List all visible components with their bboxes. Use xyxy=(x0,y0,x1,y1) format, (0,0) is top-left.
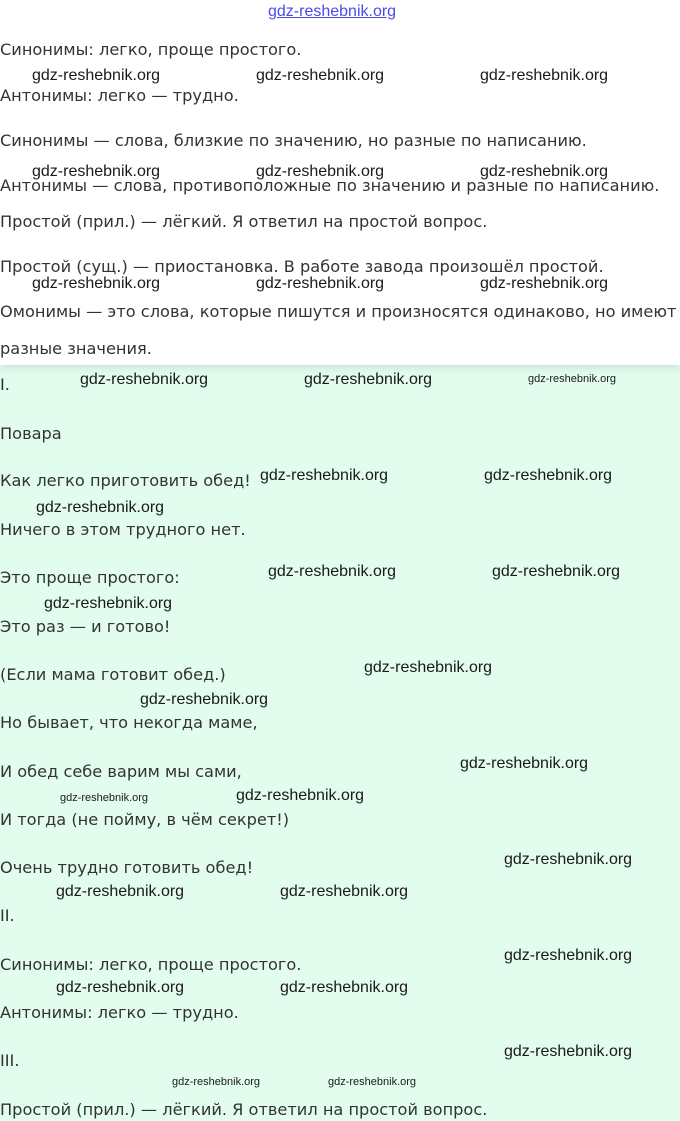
watermark: gdz-reshebnik.org xyxy=(280,883,409,900)
text-line: Синонимы — слова, близкие по значению, но разные по написанию. xyxy=(0,131,587,150)
text-line: Простой (прил.) — лёгкий. Я ответил на простой вопрос. xyxy=(0,1100,488,1119)
section-number: II. xyxy=(0,906,15,925)
watermark: gdz-reshebnik.org xyxy=(460,755,589,772)
poem-line: Это раз — и готово! xyxy=(0,617,171,636)
watermark: gdz-reshebnik.org xyxy=(480,275,609,292)
watermark: gdz-reshebnik.org xyxy=(172,1076,261,1088)
watermark: gdz-reshebnik.org xyxy=(60,792,149,804)
watermark: gdz-reshebnik.org xyxy=(32,275,161,292)
watermark: gdz-reshebnik.org xyxy=(528,373,617,385)
header-watermark: gdz-reshebnik.org xyxy=(268,3,397,20)
poem-line: (Если мама готовит обед.) xyxy=(0,665,226,684)
text-line: Омонимы — это слова, которые пишутся и произносятся одинаково, но имеют xyxy=(0,302,677,321)
watermark: gdz-reshebnik.org xyxy=(480,67,609,84)
watermark: gdz-reshebnik.org xyxy=(56,979,185,996)
watermark: gdz-reshebnik.org xyxy=(256,67,385,84)
watermark: gdz-reshebnik.org xyxy=(260,467,389,484)
watermark: gdz-reshebnik.org xyxy=(492,563,621,580)
watermark: gdz-reshebnik.org xyxy=(32,163,161,180)
watermark: gdz-reshebnik.org xyxy=(484,467,613,484)
text-line: разные значения. xyxy=(0,339,152,358)
watermark: gdz-reshebnik.org xyxy=(32,67,161,84)
watermark: gdz-reshebnik.org xyxy=(328,1076,417,1088)
watermark: gdz-reshebnik.org xyxy=(364,659,493,676)
watermark: gdz-reshebnik.org xyxy=(236,787,365,804)
watermark: gdz-reshebnik.org xyxy=(36,499,165,516)
text-line: Антонимы — слова, противоположные по значению и разные по написанию. xyxy=(0,176,660,195)
poem-line: Очень трудно готовить обед! xyxy=(0,858,254,877)
poem-line: Но бывает, что некогда маме, xyxy=(0,713,258,732)
watermark: gdz-reshebnik.org xyxy=(504,851,633,868)
text-line: Простой (прил.) — лёгкий. Я ответил на простой вопрос. xyxy=(0,212,488,231)
watermark: gdz-reshebnik.org xyxy=(504,1043,633,1060)
watermark: gdz-reshebnik.org xyxy=(480,163,609,180)
watermark: gdz-reshebnik.org xyxy=(504,947,633,964)
text-line: Синонимы: легко, проще простого. xyxy=(0,955,302,974)
watermark: gdz-reshebnik.org xyxy=(140,691,269,708)
watermark: gdz-reshebnik.org xyxy=(280,979,409,996)
text-line: Простой (сущ.) — приостановка. В работе завода произошёл простой. xyxy=(0,257,604,276)
watermark: gdz-reshebnik.org xyxy=(256,275,385,292)
watermark: gdz-reshebnik.org xyxy=(256,163,385,180)
text-line: Антонимы: легко — трудно. xyxy=(0,1003,239,1022)
section-number: III. xyxy=(0,1051,20,1070)
poem-line: И обед себе варим мы сами, xyxy=(0,762,242,781)
poem-line: Ничего в этом трудного нет. xyxy=(0,520,246,539)
watermark: gdz-reshebnik.org xyxy=(44,595,173,612)
watermark: gdz-reshebnik.org xyxy=(80,371,209,388)
text-line: Антонимы: легко — трудно. xyxy=(0,86,239,105)
watermark: gdz-reshebnik.org xyxy=(304,371,433,388)
poem-title: Повара xyxy=(0,424,62,443)
poem-line: И тогда (не пойму, в чём секрет!) xyxy=(0,810,290,829)
poem-line: Как легко приготовить обед! xyxy=(0,471,251,490)
watermark: gdz-reshebnik.org xyxy=(56,883,185,900)
watermark: gdz-reshebnik.org xyxy=(268,563,397,580)
text-line: Синонимы: легко, проще простого. xyxy=(0,40,302,59)
section-number: I. xyxy=(0,375,10,394)
summary-panel xyxy=(0,0,680,365)
poem-line: Это проще простого: xyxy=(0,568,180,587)
